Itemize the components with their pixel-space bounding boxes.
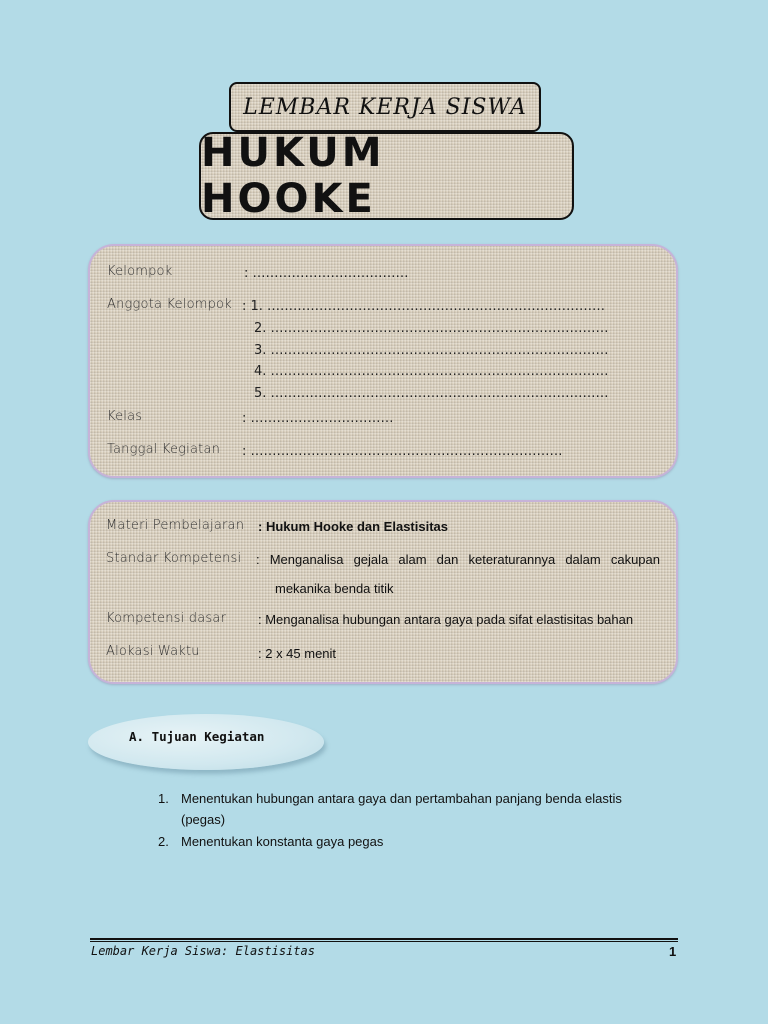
goal-1-number: 1. xyxy=(158,791,169,806)
goal-2-text: Menentukan konstanta gaya pegas xyxy=(181,834,384,849)
alokasi-value: : 2 x 45 menit xyxy=(258,646,337,661)
worksheet-subtitle xyxy=(229,82,541,132)
tujuan-heading: A. Tujuan Kegiatan xyxy=(129,729,265,744)
tanggal-value: : ……………………………………………………………… xyxy=(242,444,563,459)
materi-value: : Hukum Hooke dan Elastisitas xyxy=(258,519,448,534)
kompetensi-label: Kompetensi dasar xyxy=(106,611,227,626)
subtitle-text: LEMBAR KERJA SISWA xyxy=(243,94,527,120)
footer-rule-thin xyxy=(90,941,678,942)
kelas-value: : …………………………… xyxy=(242,411,394,426)
standar-value-line1: : Menganalisa gejala alam dan keteraturannya dalam cakupan xyxy=(256,552,660,567)
standar-value-line2: mekanika benda titik xyxy=(275,581,394,596)
footer-title: Lembar Kerja Siswa: Elastisitas xyxy=(91,944,315,958)
anggota-label: Anggota Kelompok xyxy=(107,297,232,312)
anggota-item-1: : 1. …………………………………………………………………… xyxy=(242,299,606,314)
anggota-item-2: 2. …………………………………………………………………… xyxy=(254,321,609,336)
page-number: 1 xyxy=(669,944,677,959)
standar-label: Standar Kompetensi xyxy=(106,551,242,566)
goal-1-text-cont: (pegas) xyxy=(181,812,226,827)
footer-rule-thick xyxy=(90,938,678,940)
kelompok-value: : ……………………………… xyxy=(244,266,409,281)
goal-2-number: 2. xyxy=(158,834,169,849)
tanggal-label: Tanggal Kegiatan xyxy=(107,442,221,457)
worksheet-title xyxy=(199,132,574,220)
anggota-item-4: 4. …………………………………………………………………… xyxy=(254,364,609,379)
title-text: HUKUM HOOKE xyxy=(201,130,385,222)
anggota-item-3: 3. …………………………………………………………………… xyxy=(254,343,609,358)
goal-1-text: Menentukan hubungan antara gaya dan pertambahan panjang benda elastis xyxy=(181,791,622,806)
alokasi-label: Alokasi Waktu xyxy=(106,644,200,659)
materi-label: Materi Pembelajaran xyxy=(106,518,245,533)
anggota-item-5: 5. …………………………………………………………………… xyxy=(254,386,609,401)
kompetensi-value: : Menganalisa hubungan antara gaya pada sifat elastisitas bahan xyxy=(258,612,634,627)
kelas-label: Kelas xyxy=(107,409,143,424)
kelompok-label: Kelompok xyxy=(107,264,173,279)
